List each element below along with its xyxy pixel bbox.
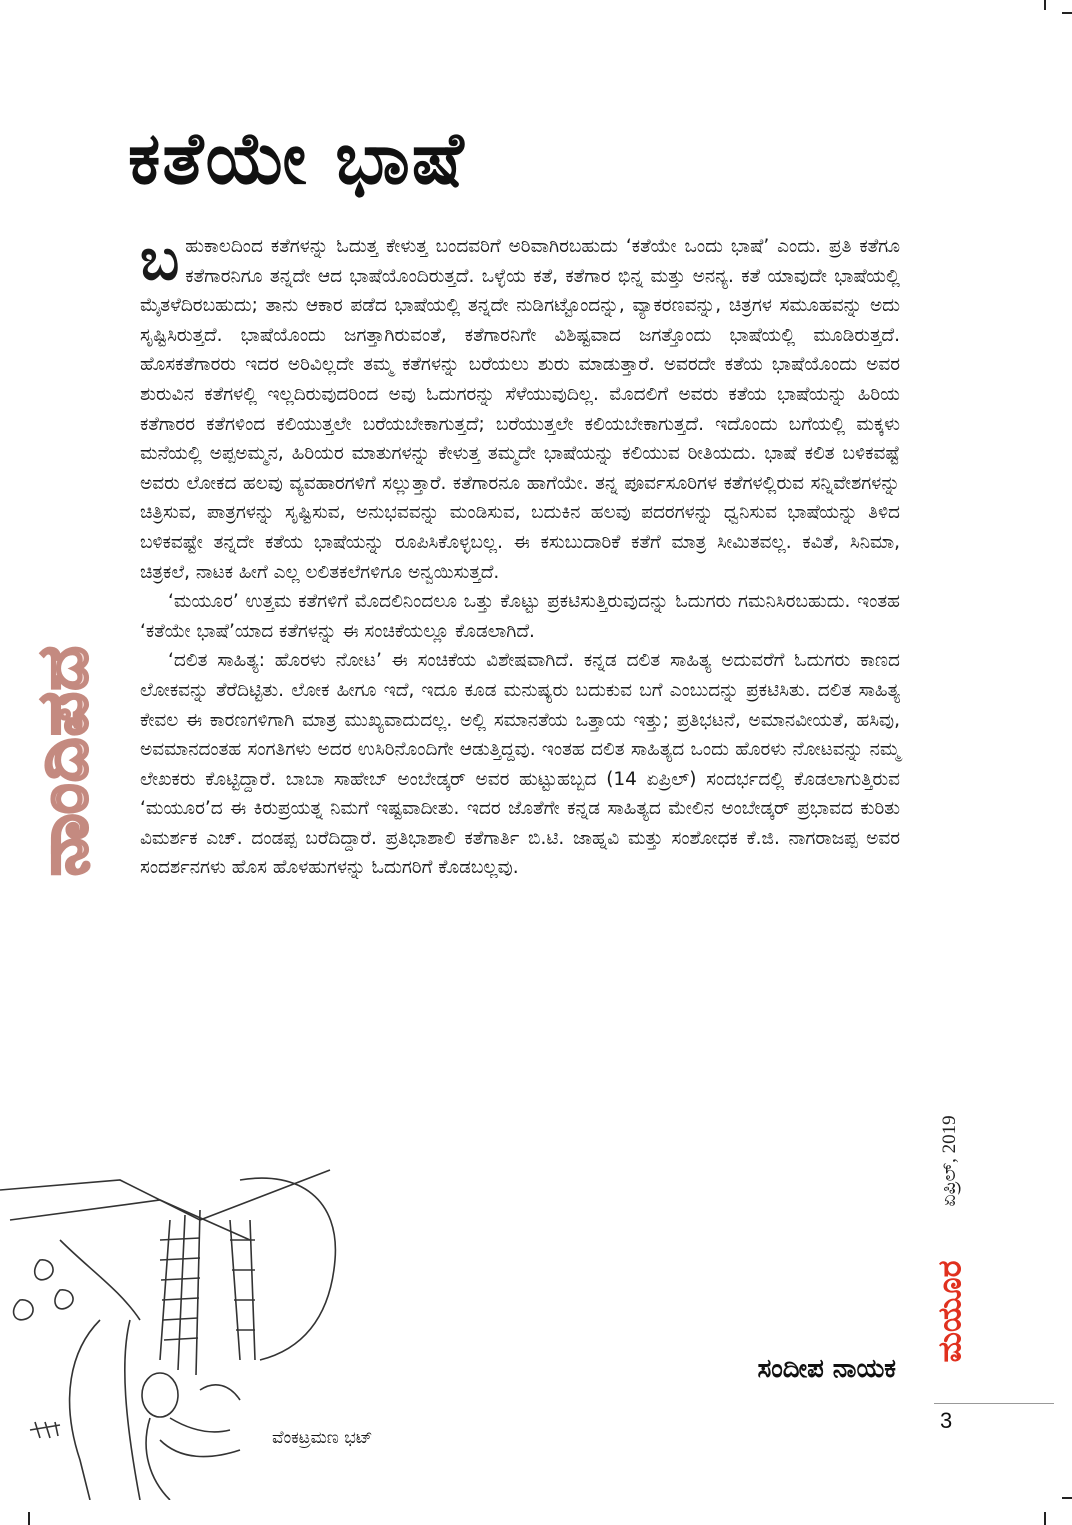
crop-mark-right-bottom <box>1062 1497 1072 1499</box>
page-number: 3 <box>940 1408 953 1433</box>
page-number-rule <box>934 1403 1054 1404</box>
article-paragraph: ‘ದಲಿತ ಸಾಹಿತ್ಯ: ಹೊರಳು ನೋಟ’ ಈ ಸಂಚಿಕೆಯ ವಿಶೇಷವಾಗಿದೆ. ಕನ್ನಡ ದಲಿತ ಸಾಹಿತ್ಯ ಅದುವರೆಗೆ ಓದುಗರು ಕಾಣದ ಲೋಕವನ್ನು ತೆರೆದಿಟ್ಟಿತು. ಲೋಕ ಹೀಗೂ ಇದೆ, ಇದೂ ಕೂಡ ಮನುಷ್ಯರು ಬದುಕುವ ಬಗೆ ಎಂಬುದನ್ನು ಪ್ರಕಟಿಸಿತು. ದಲಿತ ಸಾಹಿತ್ಯ ಕೇವಲ ಈ ಕಾರಣಗಳಿಗಾಗಿ ಮಾತ್ರ ಮುಖ್ಯವಾದುದಲ್ಲ. ಅಲ್ಲಿ ಸಮಾನತೆಯ ಒತ್ತಾಯ ಇತ್ತು; ಪ್ರತಿಭಟನೆ, ಅಮಾನವೀಯತೆ, ಹಸಿವು, ಅವಮಾನದಂತಹ ಸಂಗತಿಗಳು ಅದರ ಉಸಿರಿನೊಂದಿಗೇ ಆಡುತ್ತಿದ್ದವು. ಇಂತಹ ದಲಿತ ಸಾಹಿತ್ಯದ ಒಂದು ಹೊರಳು ನೋಟವನ್ನು ನಮ್ಮ ಲೇಖಕರು ಕೊಟ್ಟಿದ್ದಾರೆ. ಬಾಬಾ ಸಾಹೇಬ್ ಅಂಬೇಡ್ಕರ್ ಅವರ ಹುಟ್ಟುಹಬ್ಬದ (14 ಏಪ್ರಿಲ್) ಸಂದರ್ಭದಲ್ಲಿ ಕೊಡಲಾಗುತ್ತಿರುವ ‘ಮಯೂರ’ದ ಈ ಕಿರುಪ್ರಯತ್ನ ನಿಮಗೆ ಇಷ್ಟವಾದೀತು. ಇದರ ಜೊತೆಗೇ ಕನ್ನಡ ಸಾಹಿತ್ಯದ ಮೇಲಿನ ಅಂಬೇಡ್ಕರ್ ಪ್ರಭಾವದ ಕುರಿತು ವಿಮರ್ಶಕ ಎಚ್. ದಂಡಪ್ಪ ಬರೆದಿದ್ದಾರೆ. ಪ್ರತಿಭಾಶಾಲಿ ಕತೆಗಾರ್ತಿ ಬಿ.ಟಿ. ಜಾಹ್ನವಿ ಮತ್ತು ಸಂಶೋಧಕ ಕೆ.ಜಿ. ನಾಗರಾಜಪ್ಪ ಅವರ ಸಂದರ್ಶನಗಳು ಹೊಸ ಹೊಳಹುಗಳನ್ನು ಓದುಗರಿಗೆ ಕೊಡಬಲ್ಲವು. <box>140 650 900 879</box>
illustration <box>0 1160 345 1500</box>
article-paragraph: ‘ಮಯೂರ’ ಉತ್ತಮ ಕತೆಗಳಿಗೆ ಮೊದಲಿನಿಂದಲೂ ಒತ್ತು ಕೊಟ್ಟು ಪ್ರಕಟಿಸುತ್ತಿರುವುದನ್ನು ಓದುಗರು ಗಮನಿಸಿರಬಹುದು. ಇಂತಹ ‘ಕತೆಯೇ ಭಾಷೆ’ಯಾದ ಕತೆಗಳನ್ನು ಈ ಸಂಚಿಕೆಯಲ್ಲೂ ಕೊಡಲಾಗಿದೆ. <box>140 591 900 642</box>
crop-mark-bottom-right <box>1044 1512 1046 1525</box>
article-body <box>140 225 900 883</box>
illustrator-credit: ವೆಂಕಟ್ರಮಣ ಭಟ್ <box>272 1428 373 1448</box>
issue-date: ಏಪ್ರಿಲ್, 2019 <box>939 1115 960 1207</box>
page-title: ಕತೆಯೇ ಭಾಷೆ <box>128 116 466 200</box>
crop-mark-top <box>1044 0 1046 10</box>
section-label: ನಾಂದಿಪದ <box>24 644 103 876</box>
author-signature: ಸಂದೀಪ ನಾಯಕ <box>757 1354 896 1384</box>
crop-mark-bottom <box>28 1512 30 1525</box>
article-paragraph: ಬಹುಕಾಲದಿಂದ ಕತೆಗಳನ್ನು ಓದುತ್ತ ಕೇಳುತ್ತ ಬಂದವರಿಗೆ ಅರಿವಾಗಿರಬಹುದು ‘ಕತೆಯೇ ಒಂದು ಭಾಷೆ’ ಎಂದು. ಪ್ರತಿ ಕತೆಗೂ ಕತೆಗಾರನಿಗೂ ತನ್ನದೇ ಆದ ಭಾಷೆಯೊಂದಿರುತ್ತದೆ. ಒಳ್ಳೆಯ ಕತೆ, ಕತೆಗಾರ ಭಿನ್ನ ಮತ್ತು ಅನನ್ಯ. ಕತೆ ಯಾವುದೇ ಭಾಷೆಯಲ್ಲಿ ಮೈತಳೆದಿರಬಹುದು; ತಾನು ಆಕಾರ ಪಡೆದ ಭಾಷೆಯಲ್ಲಿ ತನ್ನದೇ ನುಡಿಗಟ್ಟೊಂದನ್ನು, ವ್ಯಾಕರಣವನ್ನು, ಚಿತ್ರಗಳ ಸಮೂಹವನ್ನು ಅದು ಸೃಷ್ಟಿಸಿರುತ್ತದೆ. ಭಾಷೆಯೊಂದು ಜಗತ್ತಾಗಿರುವಂತೆ, ಕತೆಗಾರನಿಗೇ ವಿಶಿಷ್ಟವಾದ ಜಗತ್ತೊಂದು ಭಾಷೆಯಲ್ಲಿ ಮೂಡಿರುತ್ತದೆ. ಹೊಸಕತೆಗಾರರು ಇದರ ಅರಿವಿಲ್ಲದೇ ತಮ್ಮ ಕತೆಗಳನ್ನು ಬರೆಯಲು ಶುರು ಮಾಡುತ್ತಾರೆ. ಅವರದೇ ಕತೆಯ ಭಾಷೆಯೊಂದು ಅವರ ಶುರುವಿನ ಕತೆಗಳಲ್ಲಿ ಇಲ್ಲದಿರುವುದರಿಂದ ಅವು ಓದುಗರನ್ನು ಸೆಳೆಯುವುದಿಲ್ಲ. ಮೊದಲಿಗೆ ಅವರು ಕತೆಯ ಭಾಷೆಯನ್ನು ಹಿರಿಯ ಕತೆಗಾರರ ಕತೆಗಳಿಂದ ಕಲಿಯುತ್ತಲೇ ಬರೆಯಬೇಕಾಗುತ್ತದೆ; ಬರೆಯುತ್ತಲೇ ಕಲಿಯಬೇಕಾಗುತ್ತದೆ. ಇದೊಂದು ಬಗೆಯಲ್ಲಿ ಮಕ್ಕಳು ಮನೆಯಲ್ಲಿ ಅಪ್ಪಅಮ್ಮನ, ಹಿರಿಯರ ಮಾತುಗಳನ್ನು ಕೇಳುತ್ತ ತಮ್ಮದೇ ಭಾಷೆಯನ್ನು ಕಲಿಯುವ ರೀತಿಯದು. ಭಾಷೆ ಕಲಿತ ಬಳಿಕವಷ್ಟೆ ಅವರು ಲೋಕದ ಹಲವು ವ್ಯವಹಾರಗಳಿಗೆ ಸಲ್ಲುತ್ತಾರೆ. ಕತೆಗಾರನೂ ಹಾಗೆಯೇ. ತನ್ನ ಪೂರ್ವಸೂರಿಗಳ ಕತೆಗಳಲ್ಲಿರುವ ಸನ್ನಿವೇಶಗಳನ್ನು ಚಿತ್ರಿಸುವ, ಪಾತ್ರಗಳನ್ನು ಸೃಷ್ಟಿಸುವ, ಅನುಭವವನ್ನು ಮಂಡಿಸುವ, ಬದುಕಿನ ಹಲವು ಪದರಗಳನ್ನು ಧ್ವನಿಸುವ ಭಾಷೆಯನ್ನು ತಿಳಿದ ಬಳಿಕವಷ್ಟೇ ತನ್ನದೇ ಕತೆಯ ಭಾಷೆಯನ್ನು ರೂಪಿಸಿಕೊಳ್ಳಬಲ್ಲ. ಈ ಕಸುಬುದಾರಿಕೆ ಕತೆಗೆ ಮಾತ್ರ ಸೀಮಿತವಲ್ಲ. ಕವಿತೆ, ಸಿನಿಮಾ, ಚಿತ್ರಕಲೆ, ನಾಟಕ ಹೀಗೆ ಎಲ್ಲ ಲಲಿತಕಲೆಗಳಿಗೂ ಅನ್ವಯಿಸುತ್ತದೆ. <box>140 225 900 583</box>
magazine-name: ಮಯೂರ <box>930 1260 969 1363</box>
crop-mark-right-top <box>1062 12 1072 14</box>
